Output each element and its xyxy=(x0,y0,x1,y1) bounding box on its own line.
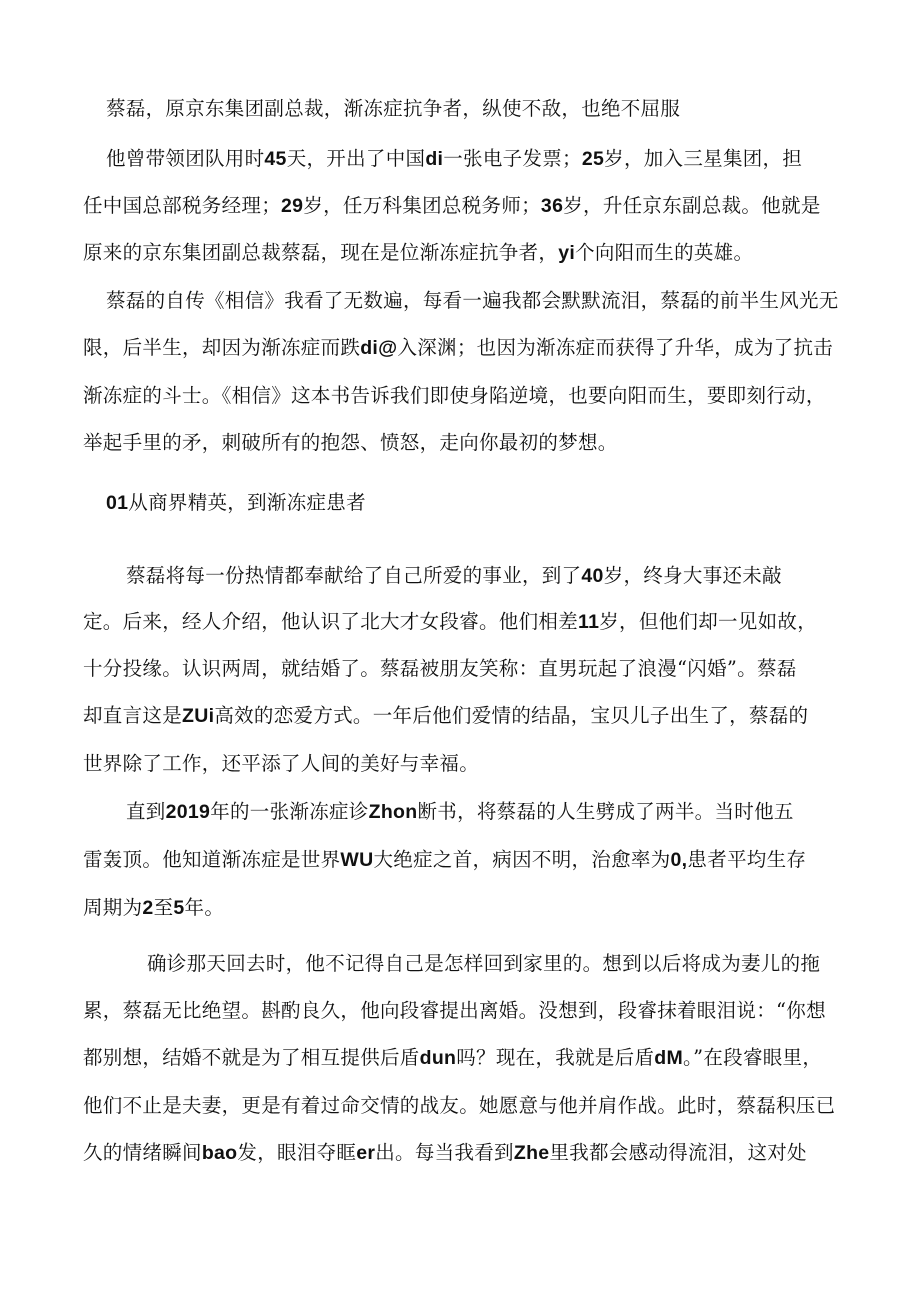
text-line-19: 累，蔡磊无比绝望。斟酌良久，他向段睿提出离婚。没想到，段睿抹着眼泪说：“你想 xyxy=(83,999,826,1022)
text-line-6: 限，后半生，却因为渐冻症而跌di@入深渊；也因为渐冻症而获得了升华，成为了抗击 xyxy=(83,336,834,359)
text-line-11: 定。后来，经人介绍，他认识了北大才女段睿。他们相差11岁，但他们却一见如故， xyxy=(83,610,818,633)
text-line-3: 任中国总部税务经理；29岁，任万科集团总税务师；36岁，升任京东副总裁。他就是 xyxy=(83,194,821,217)
text-line-7: 渐冻症的斗士。《相信》这本书告诉我们即使身陷逆境，也要向阳而生，要即刻行动， xyxy=(83,384,826,407)
text-line-10: 蔡磊将每一份热情都奉献给了自己所爱的事业，到了40岁，终身大事还未敲 xyxy=(126,564,782,587)
text-line-13: 却直言这是ZUi高效的恋爱方式。一年后他们爱情的结晶，宝贝儿子出生了，蔡磊的 xyxy=(83,704,809,727)
text-line-5: 蔡磊的自传《相信》我看了无数遍，每看一遍我都会默默流泪，蔡磊的前半生风光无 xyxy=(106,289,839,312)
text-line-12: 十分投缘。认识两周，就结婚了。蔡磊被朋友笑称：直男玩起了浪漫“闪婚”。蔡磊 xyxy=(83,657,797,680)
heading-line-1: 蔡磊，原京东集团副总裁，渐冻症抗争者，纵使不敌，也绝不屈服 xyxy=(106,97,681,120)
text-line-14: 世界除了工作，还平添了人间的美好与幸福。 xyxy=(83,752,480,775)
text-line-17: 周期为2至5年。 xyxy=(83,896,225,919)
text-line-4: 原来的京东集团副总裁蔡磊，现在是位渐冻症抗争者，yi个向阳而生的英雄。 xyxy=(83,241,754,264)
text-line-21: 他们不止是夫妻，更是有着过命交情的战友。她愿意与他并肩作战。此时，蔡磊积压已 xyxy=(83,1094,836,1117)
text-line-18: 确诊那天回去时，他不记得自己是怎样回到家里的。想到以后将成为妻儿的拖 xyxy=(147,952,821,975)
text-line-20: 都别想，结婚不就是为了相互提供后盾dun吗？现在，我就是后盾dM。”在段睿眼里， xyxy=(83,1046,823,1069)
text-line-15: 直到2019年的一张渐冻症诊Zhon断书，将蔡磊的人生劈成了两半。当时他五 xyxy=(126,800,794,823)
text-line-22: 久的情绪瞬间bao发，眼泪夺眶er出。每当我看到Zhe里我都会感动得流泪，这对处 xyxy=(83,1141,807,1164)
text-line-2: 他曾带领团队用时45天，开出了中国di一张电子发票；25岁，加入三星集团，担 xyxy=(106,147,803,170)
section-heading-01: 01从商界精英，到渐冻症患者 xyxy=(106,491,366,514)
text-line-16: 雷轰顶。他知道渐冻症是世界WU大绝症之首，病因不明，治愈率为0,患者平均生存 xyxy=(83,848,807,871)
text-line-8: 举起手里的矛，刺破所有的抱怨、愤怒，走向你最初的梦想。 xyxy=(83,431,618,454)
